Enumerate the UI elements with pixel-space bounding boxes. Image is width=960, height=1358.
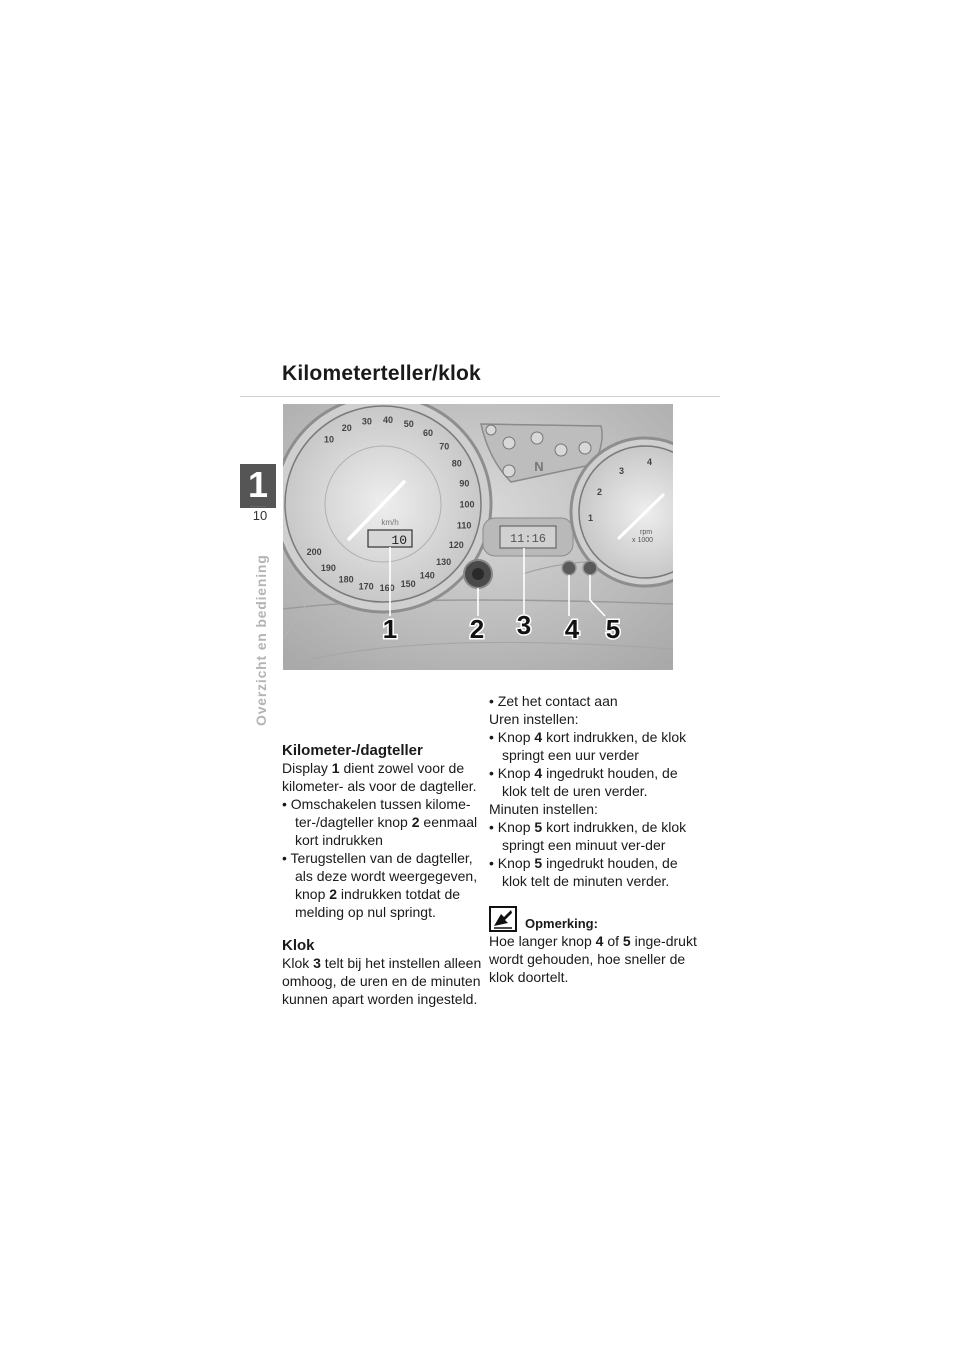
minutes-list [489, 818, 699, 890]
list-item: • Knop 5 ingedrukt houden, de klok telt de minuten verder. [489, 855, 678, 889]
clock-paragraph: Klok 3 telt bij het instellen alleen omhoog, de uren en de minuten kunnen apart worden ingesteld. [282, 955, 482, 1007]
page-title: Kilometerteller/klok [282, 362, 481, 385]
rpm-tick-2: 2 [597, 487, 603, 497]
speed-tick-140: 140 [419, 570, 435, 581]
speed-tick-160: 160 [379, 582, 395, 593]
speed-tick-120: 120 [448, 540, 464, 550]
speed-tick-100: 100 [459, 499, 475, 510]
speed-tick-70: 70 [439, 441, 450, 452]
left-column [282, 742, 482, 1008]
list-item: • Terugstellen van de dagteller, als deze wordt weergegeven, knop 2 indrukken totdat de melding op nul springt. [282, 850, 478, 920]
rpm-label: rpm [640, 529, 653, 536]
speed-tick-190: 190 [320, 562, 336, 573]
speed-tick-20: 20 [341, 423, 352, 434]
speed-tick-150: 150 [400, 579, 416, 590]
speed-unit: km/h [381, 518, 399, 527]
speed-tick-80: 80 [451, 458, 462, 469]
list-item: • Knop 4 ingedrukt houden, de klok telt de uren verder. [489, 765, 678, 799]
speed-tick-50: 50 [403, 419, 414, 430]
speed-tick-200: 200 [306, 547, 322, 558]
neutral-indicator: N [534, 459, 544, 474]
note-icon [489, 906, 517, 932]
callout-4: 4 [564, 614, 580, 644]
rpm-multiplier: x 1000 [632, 537, 654, 544]
right-column [489, 692, 699, 986]
heading-clock: Klok [282, 937, 315, 954]
minutes-label: Minuten instellen: [489, 801, 598, 817]
list-item: • Knop 5 kort indrukken, de klok springt een minuut ver-der [489, 819, 687, 853]
speed-tick-40: 40 [382, 415, 394, 426]
ignition-list [489, 692, 699, 710]
list-item: • Zet het contact aan [489, 693, 618, 709]
odometer-display: 10 [391, 533, 407, 548]
rpm-tick-1: 1 [588, 513, 594, 523]
speed-tick-30: 30 [361, 416, 372, 427]
hours-list [489, 728, 699, 800]
odometer-paragraph: Display 1 dient zowel voor de kilometer- als voor de dagteller. [282, 760, 477, 794]
odometer-list [282, 795, 482, 921]
speed-tick-90: 90 [459, 478, 470, 489]
section-name: Overzicht en bediening [253, 554, 269, 726]
callout-3: 3 [516, 610, 532, 640]
title-divider [240, 396, 720, 397]
list-item: • Omschakelen tussen kilome-ter-/dagteller knop 2 eenmaal kort indrukken [282, 796, 478, 848]
callout-2: 2 [469, 614, 485, 644]
chapter-divider [250, 506, 266, 507]
speed-tick-10: 10 [323, 434, 335, 445]
callout-5: 5 [605, 614, 621, 644]
rpm-tick-4: 4 [647, 457, 653, 467]
note-header [489, 906, 699, 932]
speed-tick-180: 180 [338, 574, 354, 585]
instrument-cluster-illustration [283, 404, 673, 670]
speed-tick-60: 60 [422, 428, 434, 439]
list-item: • Knop 4 kort indrukken, de klok springt een uur verder [489, 729, 687, 763]
speed-tick-170: 170 [358, 581, 374, 592]
speed-tick-110: 110 [456, 520, 472, 531]
clock-display: 11:16 [509, 532, 547, 546]
page-number: 10 [252, 508, 268, 523]
note-paragraph: Hoe langer knop 4 of 5 inge-drukt wordt gehouden, hoe sneller de klok doortelt. [489, 933, 697, 985]
rpm-tick-3: 3 [619, 466, 625, 476]
hours-label: Uren instellen: [489, 711, 579, 727]
heading-odometer: Kilometer-/dagteller [282, 742, 423, 759]
chapter-number: 1 [247, 464, 269, 505]
callout-1: 1 [382, 614, 398, 644]
speed-tick-130: 130 [436, 557, 452, 567]
note-label: Opmerking: [525, 916, 598, 931]
